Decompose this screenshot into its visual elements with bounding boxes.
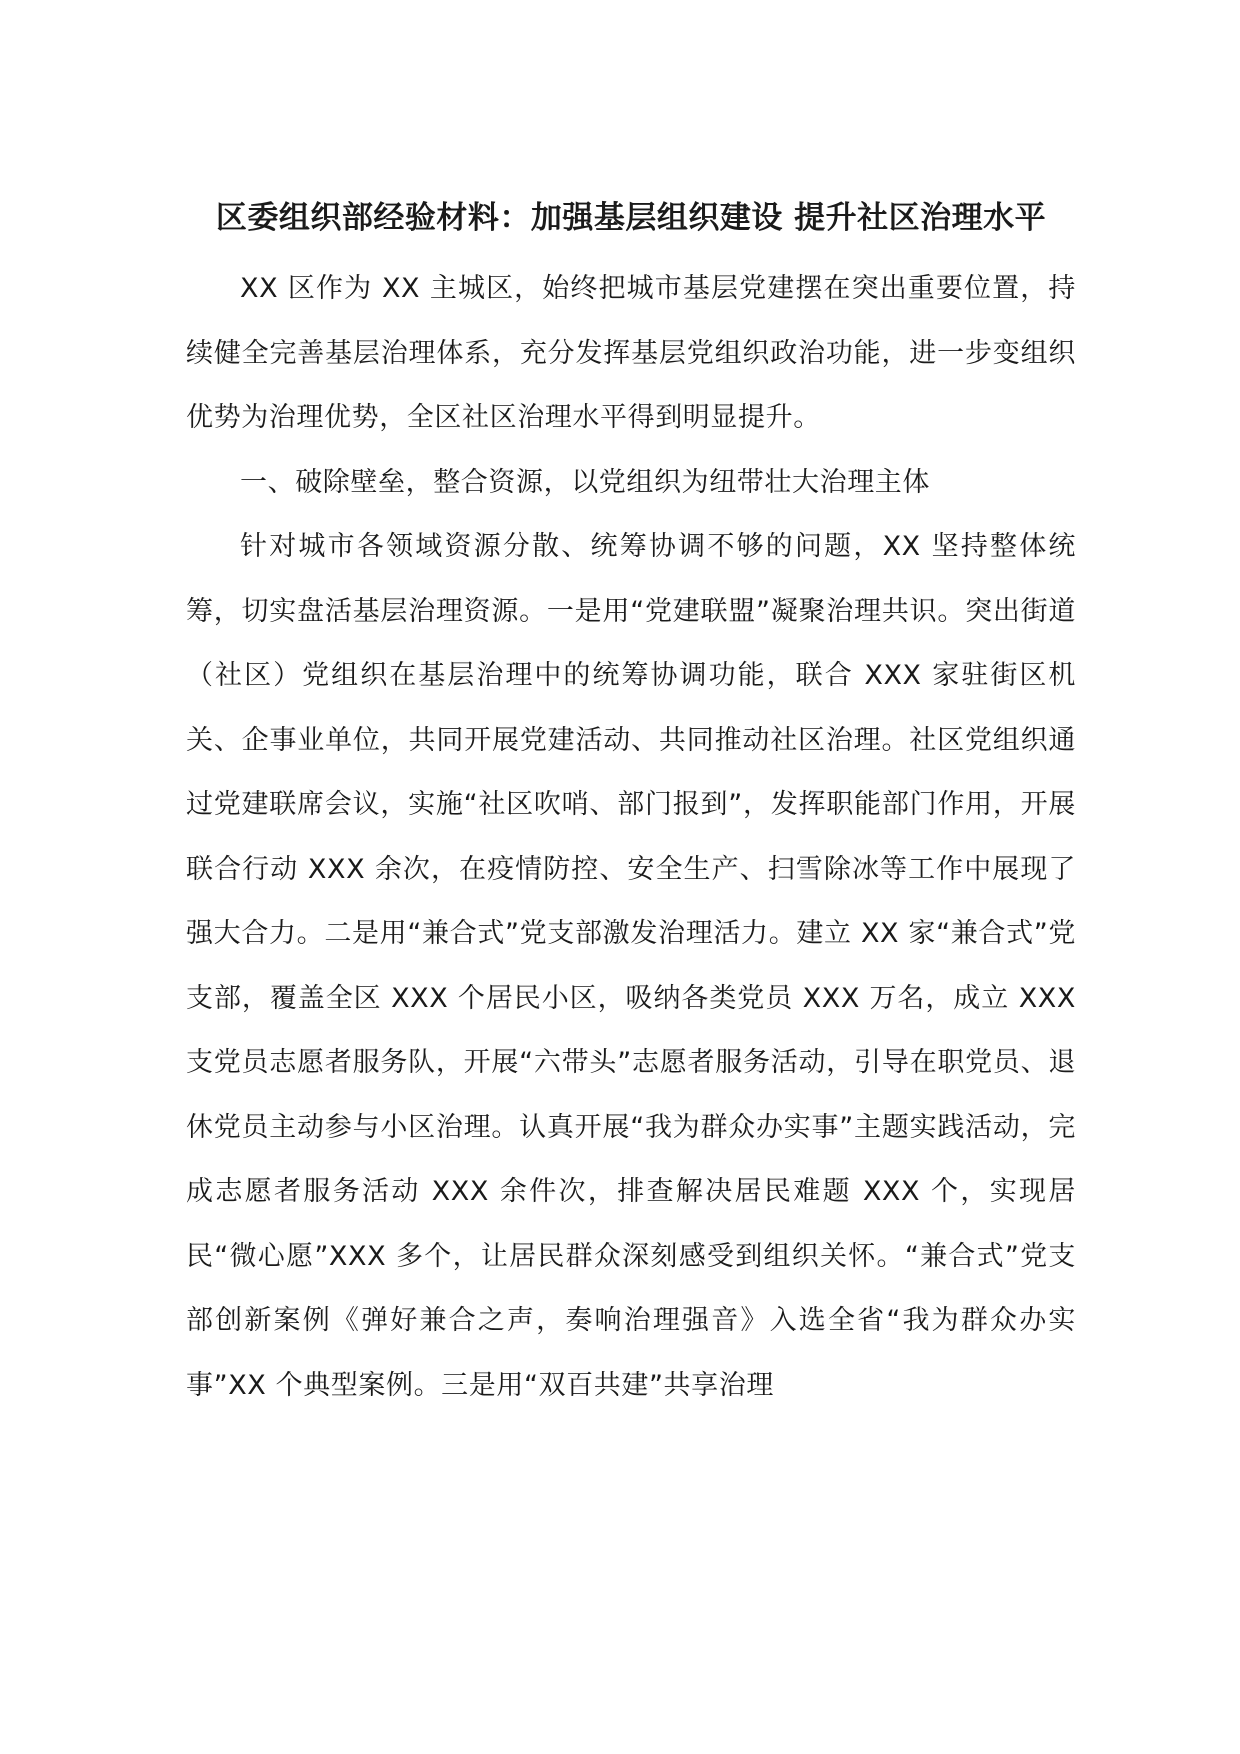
document-title: 区委组织部经验材料：加强基层组织建设 提升社区治理水平 [215, 200, 1047, 236]
section-heading: 一、破除壁垒，整合资源，以党组织为纽带壮大治理主体 [240, 466, 930, 498]
document-page [186, 185, 1076, 1418]
intro-paragraph: XX 区作为 XX 主城区，始终把城市基层党建摆在突出重要位置，持续健全完善基层治理体系，充分发挥基层党组织政治功能，进一步变组织优势为治理优势，全区社区治理水平得到明显提升。 [186, 273, 1076, 433]
body-paragraph: 针对城市各领域资源分散、统筹协调不够的问题，XX 坚持整体统筹，切实盘活基层治理资源。一是用“党建联盟”凝聚治理共识。突出街道（社区）党组织在基层治理中的统筹协调功能，联合 XXX 家驻街区机关、企事业单位，共同开展党建活动、共同推动社区治理。社区党组织通过党建联席会议，实施“社区吹哨、部门报到”，发挥职能部门作用，开展联合行动 XXX 余次，在疫情防控、安全生产、扫雪除冰等工作中展现了强大合力。二是用“兼合式”党支部激发治理活力。建立 XX 家“兼合式”党支部，覆盖全区 XXX 个居民小区，吸纳各类党员 XXX 万名，成立 XXX 支党员志愿者服务队，开展“六带头”志愿者服务活动，引导在职党员、退休党员主动参与小区治理。认真开展“我为群众办实事”主题实践活动，完成志愿者服务活动 XXX 余件次，排查解决居民难题 XXX 个，实现居民“微心愿”XXX 多个，让居民群众深刻感受到组织关怀。“兼合式”党支部创新案例《弹好兼合之声，奏响治理强音》入选全省“我为群众办实事”XX 个典型案例。三是用“双百共建”共享治理 [186, 531, 1077, 1401]
